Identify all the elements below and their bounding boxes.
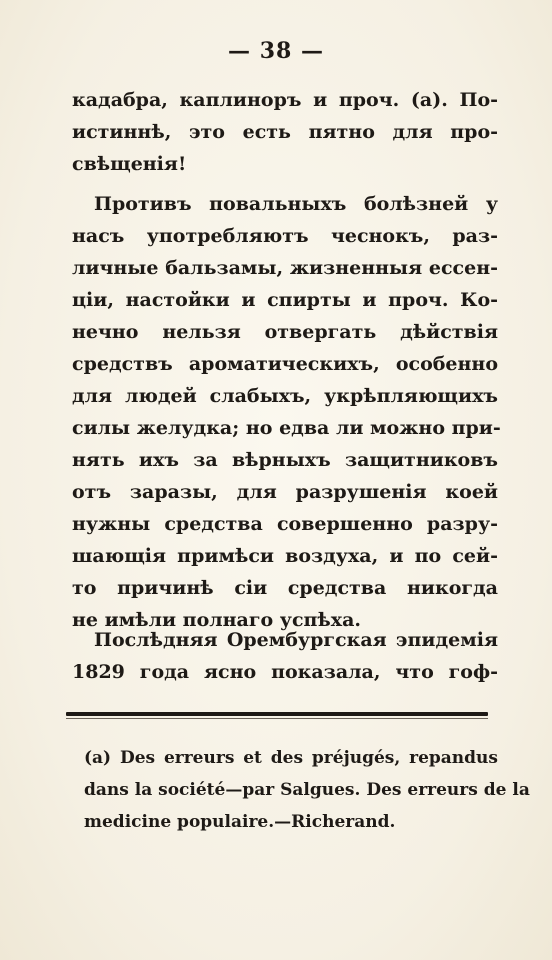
text-line: Противъ повальныхъ болѣзней у <box>94 193 498 215</box>
footnote-rule-thin <box>66 718 488 719</box>
text-line: 1829 года ясно показала, что гоф- <box>72 661 498 683</box>
text-line: ціи, настойки и спирты и проч. Ко- <box>72 289 498 311</box>
text-line: шающія примѣси воздуха, и по сей- <box>72 545 498 567</box>
page-number: — 38 — <box>228 38 324 64</box>
footnote-line: dans la société—par Salgues. Des erreurs de la <box>84 780 530 800</box>
text-line: истиннѣ, это есть пятно для про- <box>72 121 498 143</box>
footnote <box>84 744 530 840</box>
footnote-line: medicine populaire.—Richerand. <box>84 812 396 832</box>
footnote-line: (а) Des erreurs et des préjugés, repandus <box>84 748 498 768</box>
text-line: личные бальзамы, жизненныя ессен- <box>72 257 498 279</box>
paragraph <box>72 624 498 688</box>
footnote-rule <box>66 712 488 716</box>
text-line: кадабра, каплиноръ и проч. (а). По- <box>72 89 498 111</box>
paragraph <box>72 188 501 636</box>
text-line: средствъ ароматическихъ, особенно <box>72 353 498 375</box>
text-line: нечно нельзя отвергать дѣйствія <box>72 321 498 343</box>
text-line: не имѣли полнаго успѣха. <box>72 609 362 631</box>
text-line: насъ употребляютъ чеснокъ, раз- <box>72 225 498 247</box>
text-line: свѣщенія! <box>72 153 187 175</box>
text-line: отъ заразы, для разрушенія коей <box>72 481 498 503</box>
text-line: нужны средства совершенно разру- <box>72 513 498 535</box>
text-line: то причинѣ сіи средства никогда <box>72 577 498 599</box>
paragraph <box>72 84 498 180</box>
text-line: нять ихъ за вѣрныхъ защитниковъ <box>72 449 498 471</box>
text-line: Послѣдняя Орембургская эпидемія <box>94 629 498 651</box>
text-line: для людей слабыхъ, укрѣпляющихъ <box>72 385 498 407</box>
text-line: силы желудка; но едва ли можно при- <box>72 417 501 439</box>
